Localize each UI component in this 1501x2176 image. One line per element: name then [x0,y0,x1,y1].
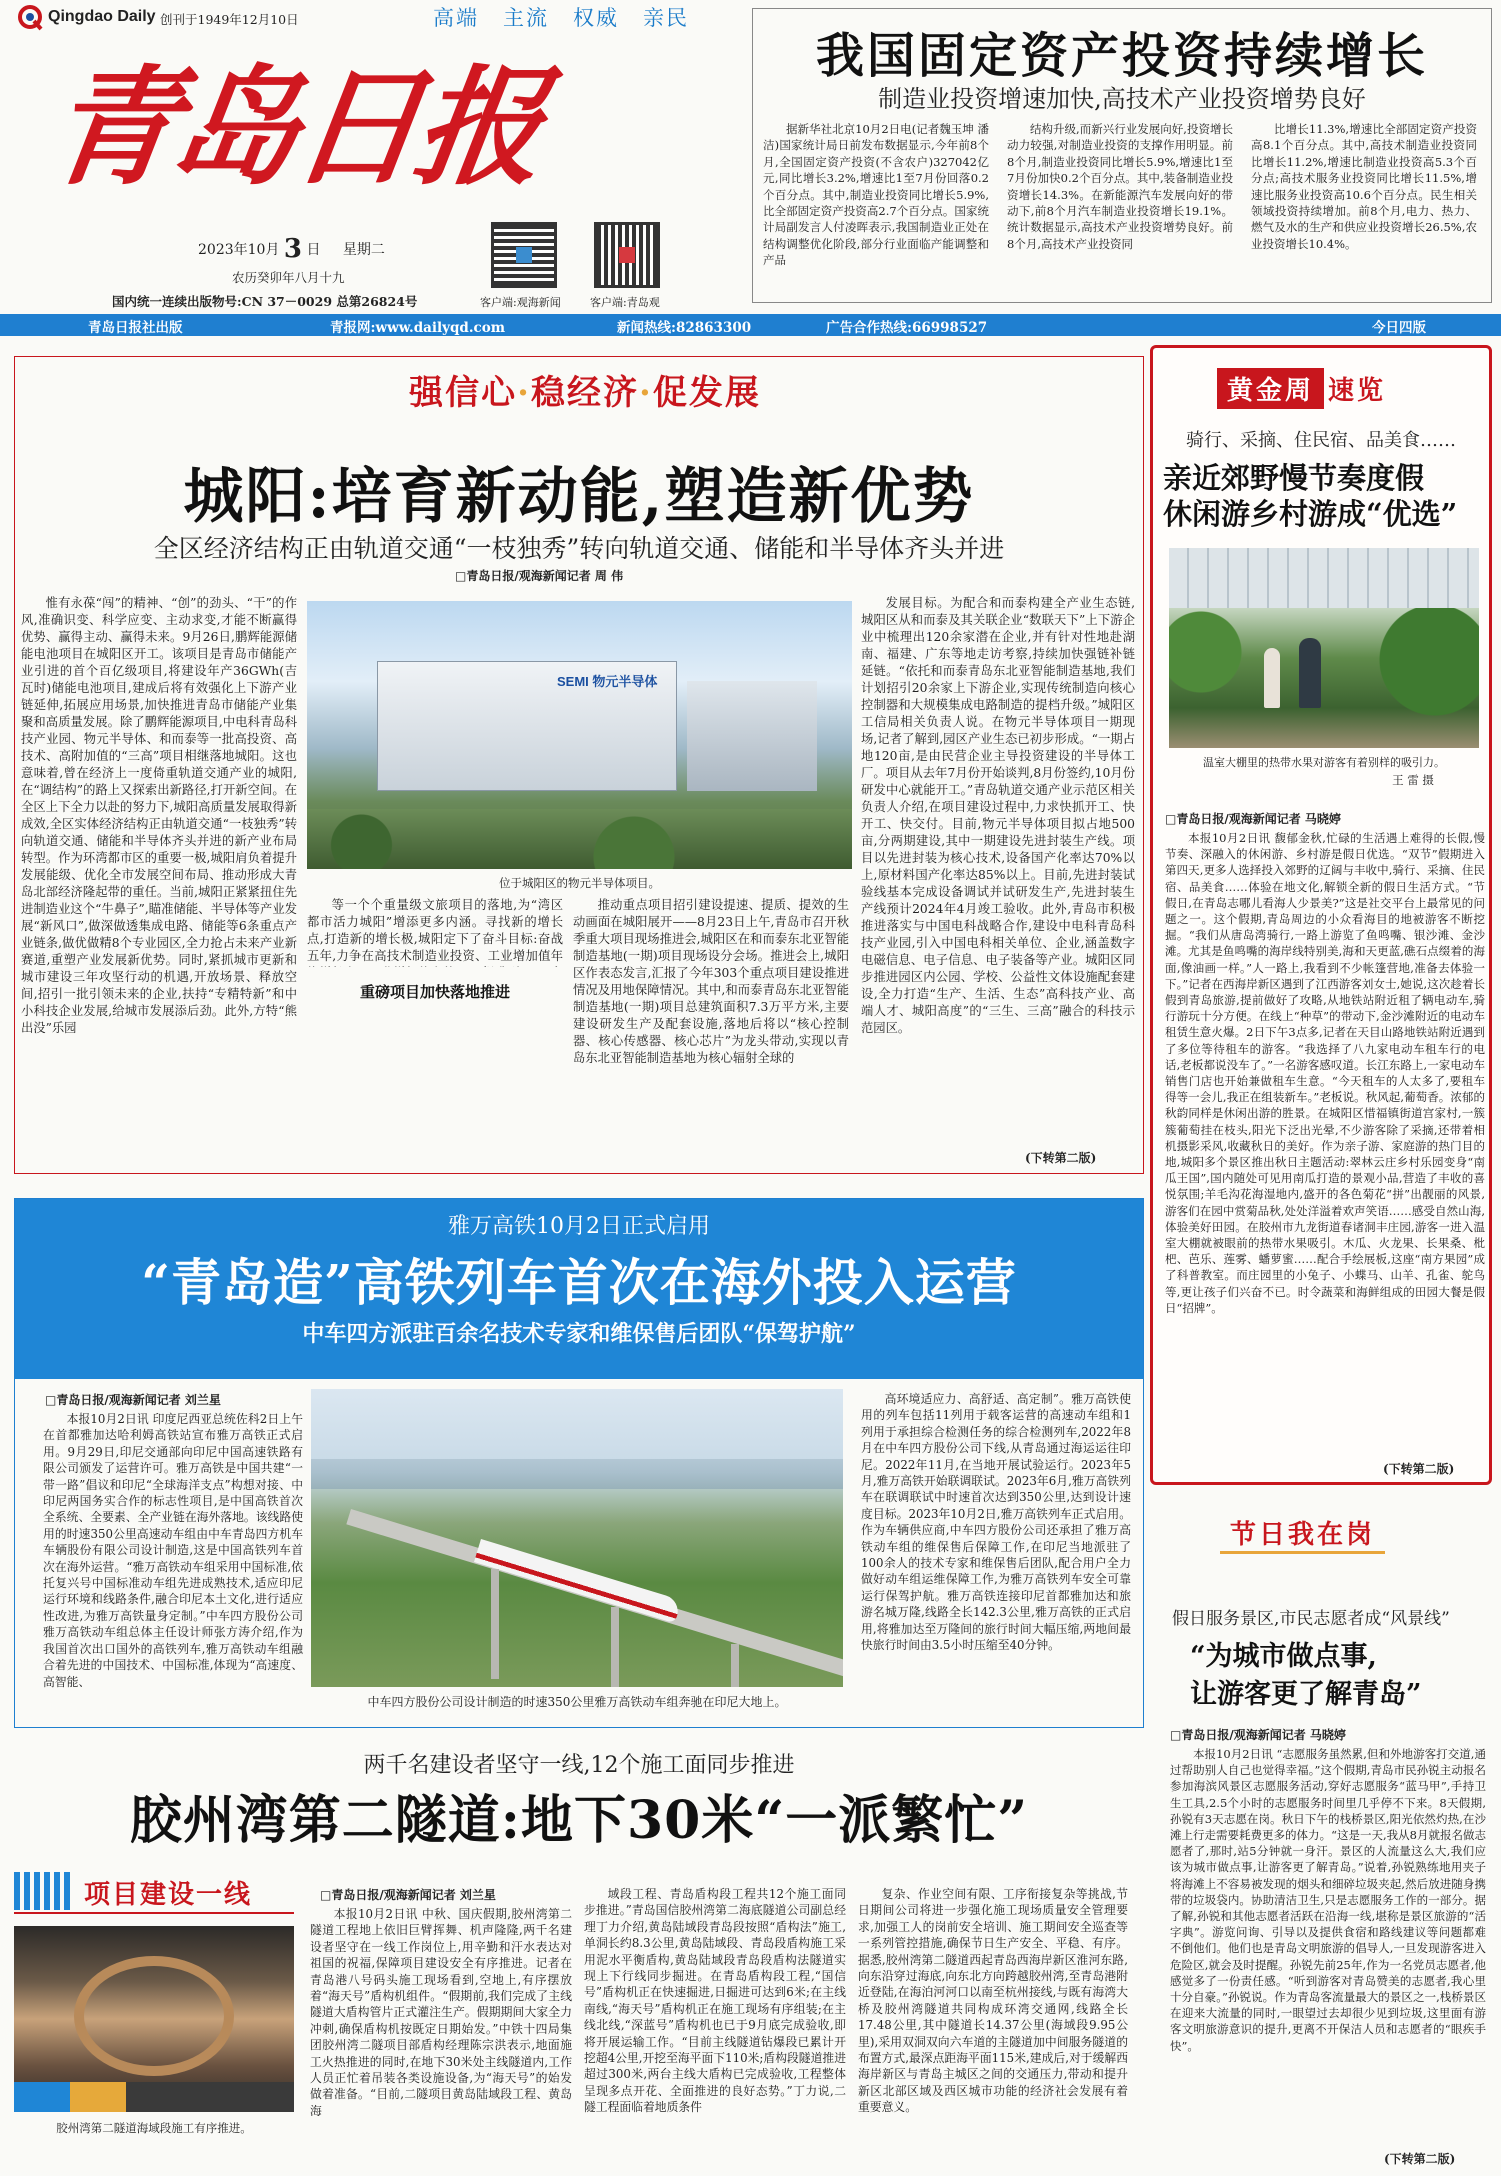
top-lead-col-1: 据新华社北京10月2日电(记者魏玉坤 潘洁)国家统计局日前发布数据显示,今年前8个月,全国固定资产投资(不含农户)327042亿元,同比增长3.2%,增速比1至7月份回落0.2个百分点。其中,制造业投资同比增长5.9%,比全部固定资产投资高2.7个百分点。国家统计局副发言人付凌晖表示,我国制造业正处在结构调整优化阶段,部分行业面临产能调整和产品 [763,122,989,268]
badge-tail: 速览 [1328,376,1387,406]
volunteer-body: 本报10月2日讯 “志愿服务虽然累,但和外地游客打交道,通过帮助别人自己也觉得幸福。”这个假期,青岛市民孙锐主动报名参加海滨风景区志愿服务活动,穿好志愿服务“蓝马甲”,手持卫生工具,2.5个小时的志愿服务时间里几乎停不下来。8天假期,孙锐有3天志愿在岗。秋日下午的栈桥景区,阳光依然灼热,在沙滩上行走需要耗费更多的体力。“这是一天,我从8月就报名做志愿者了,那时,站5分钟就一身汗。景区的人流量这么大,我们应该为城市做点事,让游客更了解青岛。”说着,孙锐熟练地用夹子将海滩上不容易被发现的烟头和细碎垃圾夹起,然后放进随身携带的垃圾袋内。协助清洁卫生,只是志愿服务工作的一部分。据了解,孙锐和其他志愿者活跃在沿海一线,堪称是景区旅游的“活字典”。游览问询、引导以及提供食宿和路线建议等问题都难不倒他们。他们也是青岛文明旅游的倡导人,一旦发现游客进入危险区,就会及时提醒。孙锐先前25年,作为一名党员志愿者,他感觉多了一份责任感。“听到游客对青岛赞美的志愿者,我心里十分自豪。”孙锐说。作为青岛客流量最大的景区之一,栈桥景区在迎来大流量的同时,一眼望过去却很少见到垃圾,这里面有游客文明旅游意识的提升,更离不开保洁人员和志愿者的“眼疾手快”。 [1170,1747,1486,2053]
cn-number: 国内统一连续出版物号:CN 37－0029 总第26824号 [112,294,418,309]
slogan-3: 权威 [573,6,619,30]
city-col-2b [307,1011,563,1165]
tunnel-kicker: 两千名建设者坚守一线,12个施工面同步推进 [363,1753,795,1778]
golden-kicker: 骑行、采摘、住民宿、品美食…… [1186,430,1456,451]
lunar-date: 农历癸卯年八月十九 [232,270,345,285]
kicker-1: 强信心 [409,373,518,413]
kicker-3: 促发展 [652,373,761,413]
volunteer-badge: 节日我在岗 [1220,1514,1385,1554]
issue-day-suffix: 日 [306,242,321,258]
slogan-1: 高端 [433,6,479,30]
founded-date: 创刊于1949年12月10日 [160,12,299,27]
city-subtitle: 全区经济结构正由轨道交通“一枝独秀”转向轨道交通、储能和半导体齐头并进 [153,534,1005,563]
top-lead-col-3: 比增长11.3%,增速比全部固定资产投资高8.1个百分点。其中,高技术制造业投资同比增长11.2%,增速比制造业投资高5.3个百分点;高技术服务业投资同比增长11.5%,增速比服务业投资高10.6个百分点。民生相关领域投资持续增加。前8个月,电力、热力、燃气及水的生产和供应业投资增长26.5%,农业投资增长10.4%。 [1251,122,1477,251]
issue-day: 3 [283,234,302,264]
tunnel-title[interactable]: 胶州湾第二隧道:地下30米“一派繁忙” [129,1790,1029,1851]
qr-code-2-icon[interactable] [594,222,660,288]
golden-week-badge [1217,368,1386,409]
tunnel-col-3: 复杂、作业空间有限、工序衔接复杂等挑战,节日期间公司将进一步强化施工现场质量安全管理要求,加强工人的岗前安全培训、施工期间安全巡查等一系列管控措施,确保节日生产安全、平稳、有序。据悉,胶州湾第二隧道西起青岛西海岸新区淮河东路,向东沿穿过海底,向东北方向跨越胶州湾,至青岛港附近登陆,在海泊河河口以南至杭州接线,与既有海湾大桥及胶州湾隧道共同构成环湾交通网,线路全长17.48公里,其中隧道长14.37公里(海域段9.95公里),采用双洞双向六车道的主隧道加中间服务隧道的布置方式,最深点距海平面115米,建成后,对于缓解西海岸新区与青岛主城区之间的交通压力,带动和提升新区北部区域及西区城市功能的经济社会发展有着重要意义。 [858,1887,1128,2115]
top-lead-title[interactable]: 我国固定资产投资持续增长 [815,28,1428,84]
train-photo-caption: 中车四方股份公司设计制造的时速350公里雅万高铁动车组奔驰在印尼大地上。 [367,1695,787,1709]
city-story [14,356,1144,1174]
golden-title-2[interactable]: 休闲游乡村游成“优选” [1163,497,1458,531]
golden-week-box [1150,345,1492,1485]
tunnel-photo-caption: 胶州湾第二隧道海域段施工有序推进。 [56,2121,252,2135]
slogan-4: 亲民 [643,6,689,30]
rail-header-band [15,1199,1143,1379]
greenhouse-caption: 温室大棚里的热带水果对游客有着别样的吸引力。 [1203,756,1445,769]
qr-label-1: 客户端:观海新闻 [480,296,561,309]
city-col-2: 等一个个重量级文旅项目的落地,为“湾区都市活力城阳”增添更多内涵。寻找新的增长点,打造新的增长极,城阳定下了奋斗目标:奋战五年,力争在高技术制造业投资、工业增加值年 [307,898,563,963]
news-hotline: 新闻热线:82863300 [617,320,752,336]
logo-english: Qingdao Daily [48,8,156,25]
volunteer-story [1150,1500,1492,2172]
greenhouse-photo [1169,548,1479,748]
tunnel-col-2: 域段工程、青岛盾构段工程共12个施工面同步推进。”青岛国信胶州湾第二海底隧道公司副总经理丁力介绍,黄岛陆域段青岛段按照“盾构法”施工,单洞长约8.3公里,黄岛陆域段、青岛段盾构施工采用泥水平衡盾构,黄岛陆域段青岛段盾构法隧道实现上下行线同步掘进。在青岛盾构段工程,“国信号”盾构机正在快速掘进,日掘进可达到6米;在主线南线,“海天号”盾构机正在施工现场有序组装;在主线北线,“深蓝号”盾构机也已于9月底完成验收,即将开展运输工作。“目前主线隧道钻爆段已累计开挖超4公里,开挖至海平面下110米;盾构段隧道推进超过300米,两台主线大盾构已完成验收,工程整体呈现多点开花、全面推进的良好态势。”丁力说,二隧工程面临着地质条件 [584,1887,846,2115]
city-col-3: 推动重点项目招引建设提速、提质、提效的生动画面在城阳展开——8月23日上午,青岛市召开秋季重大项目现场推进会,城阳区在和而泰东北亚智能制造基地(一期)项目现场设分会场。推进会上,城阳区作表态发言,汇报了今年303个重点项目建设推进情况及用地保障情况。其中,和而泰青岛东北亚智能制造基地(一期)项目总建筑面积7.3万平方米,主要建设研发生产及配套设施,落地后将以“核心控制器、核心传感器、核心芯片”为龙头带动,实现以青岛东北亚智能制造基地为核心辐射全球的 [573,898,849,1065]
top-lead-col-2: 结构升级,而新兴行业发展向好,投资增长动力较强,对制造业投资的支撑作用明显。前8个月,制造业投资同比增长5.9%,增速比1至7月份加快0.2个百分点。其中,装备制造业投资增长14.3%。在新能源汽车发展向好的带动下,前8个月汽车制造业投资增长19.1%。统计数据显示,高技术产业投资增势良好。前8个月,高技术产业投资同 [1007,122,1233,251]
info-bar [0,314,1501,336]
semiconductor-photo-caption: 位于城阳区的物元半导体项目。 [499,876,660,890]
volunteer-jump[interactable]: (下转第二版) [1384,2152,1456,2166]
rail-kicker: 雅万高铁10月2日正式启用 [448,1214,710,1239]
page-count: 今日四版 [1372,320,1426,336]
tunnel-story [14,1740,1144,2170]
volunteer-kicker: 假日服务景区,市民志愿者成“风景线” [1172,1609,1450,1629]
city-section-head: 重磅项目加快落地推进 [359,983,510,1001]
greenhouse-credit: 王 雷 摄 [1392,773,1434,787]
tunnel-badge-label: 项目建设一线 [84,1880,253,1910]
issue-month: 2023年10月 [198,242,280,258]
golden-byline: □青岛日报/观海新闻记者 马晓婷 [1165,812,1341,826]
tunnel-byline: □青岛日报/观海新闻记者 刘兰星 [320,1888,496,1902]
city-byline: □青岛日报/观海新闻记者 周 伟 [455,569,624,583]
kicker-banner: 强信心·稳经济·促发展 [409,373,761,413]
city-jump[interactable]: (下转第二版) [1025,1151,1097,1165]
city-title[interactable]: 城阳:培育新动能,塑造新优势 [183,462,975,532]
city-col-4: 发展目标。为配合和而泰构建全产业生态链,城阳区从和而泰及其关联企业“数联天下”上下游企业中梳理出120余家潜在企业,并有针对性地赴湖南、福建、广东等地走访考察,持续加快强链补链延链。“依托和而泰青岛东北亚智能制造基地,我们计划招引20余家上下游企业,实现传统制造向核心控制器和大规模集成电路制造的提档升级。”城阳区工信局相关负责人说。在物元半导体项目一期现场,记者了解到,园区产业生态已初步形成。“一期占地120亩,是由民营企业主导投资建设的半导体工厂。项目从去年7月份开始谈判,8月份签约,10月份研发中心就能开工。”青岛轨道交通产业示范区相关负责人介绍,在项目建设过程中,力求快抓开工、快开工、快交付。目前,物元半导体项目拟占地500亩,分两期建设,其中一期建设先进封装生产线。项目以先进封装为核心技术,设备国产化率达70%以上,原材料国产化率达85%以上。目前,先进封装试验线基本完成设备调试并试研发生产,先进封装生产线预计2024年4月竣工验收。此外,青岛市积极推进落实与中国电科战略合作,建设中电科青岛科技产业园,引入中国电科相关单位、企业,涵盖数字电磁信息、电子信息、电子装备等产业。城阳区同步推进园区内公园、学校、公益性文体设施配套建设,全力打造“生产、生活、生态”高科技产业、高端人才、城阳高度”的“三生、三高”融合的科技示范园区。 [861,596,1135,1035]
issue-date [198,234,385,264]
website-link[interactable]: 青报网:www.dailyqd.com [330,320,506,336]
slogan-2: 主流 [503,6,549,30]
logo-calligraphy: 青岛日报 [39,53,549,203]
rail-col-1: 本报10月2日讯 印度尼西亚总统佐科2日上午在首都雅加达哈利姆高铁站宣布雅万高铁正式启用。9月29日,印尼交通部向印尼中国高速铁路有限公司颁发了运营许可。雅万高铁是中国共建“一带一路”倡议和印尼“全球海洋支点”构想对接、中印尼两国务实合作的标志性项目,是中国高铁首次全系统、全要素、全产业链在海外落地。该线路使用的时速350公里高速动车组由中车青岛四方机车车辆股份有限公司设计制造,这是中国高铁列车首次在海外运营。“雅万高铁动车组采用中国标准,依托复兴号中国标准动车组先进成熟技术,适应印尼运行环境和线路条件,融合印尼本土文化,进行适应性改进,为雅万高铁量身定制。”中车四方股份公司雅万高铁动车组总体主任设计师张方涛介绍,作为我国首次出口国外的高铁列车,雅万高铁动车组融合着先进的中国技术、中国标准,体现为“高速度、高智能、 [43,1412,303,1689]
qr-code-1-icon[interactable] [491,222,557,288]
volunteer-byline: □青岛日报/观海新闻记者 马晓婷 [1170,1728,1346,1742]
golden-jump[interactable]: (下转第二版) [1383,1462,1455,1476]
rail-story [14,1198,1144,1728]
city-col-1: 惟有永葆“闯”的精神、“创”的劲头、“干”的作风,准确识变、科学应变、主动求变,才能不断赢得优势、赢得主动、赢得未来。9月26日,鹏辉能源储能电池项目在城阳区开工。该项目是青岛市储能产业引进的首个百亿级项目,将建设年产36GWh(吉瓦时)储能电池项目,建成后将有效强化上下游产业链延伸,拓展应用场景,加快推进青岛市储能产业集聚和高质量发展。除了鹏辉能源项目,中电科青岛科技产业园、物元半导体、和而泰等一批高投资、高技术、高附加值的“三高”项目相继落地城阳。这也意味着,曾在经济上一度倚重轨道交通产业的城阳,在“调结构”的路上又探索出新路径,打开新空间。在全区上下全力以赴的努力下,城阳高质量发展取得新成效,全区实体经济结构正由轨道交通“一枝独秀”转向轨道交通、储能和半导体齐头并进的新产业布局转型。作为环湾都市区的重要一极,城阳肩负着提升发展能级、优化全市发展空间布局、推动形成大青岛北部经济隆起带的重任。当前,城阳正紧紧扭住先进制造业这个“牛鼻子”,瞄准储能、半导体等产业发展“新风口”,做深做透集成电路、储能等6条重点产业链条,做优做精8个专业园区,全力抢占未来产业新赛道,重塑产业发展新优势。同时,紧抓城市更新和城市建设三年攻坚行动的机遇,开放场景、释放空间,招引一批引领未来的企业,扶持“专精特新”和中小科技企业发展,给城市发展添后劲。此外,方特“熊出没”乐园 [21,596,297,1035]
tunnel-badge [14,1866,294,1914]
issue-weekday: 星期二 [342,242,385,258]
highspeed-train-photo [311,1389,843,1687]
publisher: 青岛日报社出版 [88,320,183,336]
rail-col-2: 高环境适应力、高舒适、高定制”。雅万高铁使用的列车包括11列用于载客运营的高速动车组和1列用于承担综合检测任务的综合检测列车,2022年8月在中车四方股份公司下线,从青岛通过海运运往印尼。2022年11月,在当地开展试验运行。2023年5月,雅万高铁开始联调联试。2023年6月,雅万高铁列车在联调联试中时速首次达到350公里,达到设计速度目标。2023年10月2日,雅万高铁列车正式启用。作为车辆供应商,中车四方股份公司还承担了雅万高铁动车组的维保售后保障工作,在印尼当地派驻了100余人的技术专家和维保售后团队,配合用户全力做好动车组运维保障工作,为雅万高铁列车安全可靠运行保驾护航。雅万高铁连接印尼首都雅加达和旅游名城万隆,线路全长142.3公里,雅万高铁的正式启用,将雅加达至万隆间的旅行时间大幅压缩,两地间最快旅行时间由3.5小时压缩至40分钟。 [861,1392,1131,1653]
qd-logo-icon [18,5,44,31]
construction-crane-icon [14,1872,74,1910]
qr-label-2: 客户端:青岛观 [590,296,660,309]
kicker-2: 稳经济 [531,373,639,413]
building-sign: SEMI 物元半导体 [557,674,658,689]
golden-body: 本报10月2日讯 馥郁金秋,忙碌的生活遇上难得的长假,慢节奏、深融入的休闲游、乡村游是假日优选。“双节”假期进入第四天,更多人选择投入郊野的辽阔与丰收中,骑行、采摘、住民宿、品美食……体验在地文化,解锁全新的假日生活方式。“节假日,在青岛志哪儿看海人少景美?”这是社交平台上最常见的问题之一。这个假期,青岛周边的小众看海目的地被游客不断挖掘。“我们从唐岛湾骑行,一路上游览了鱼鸣嘴、银沙滩、金沙滩。尤其是鱼鸣嘴的海岸线特别美,海和天更蓝,礁石点缀着的海面,像油画一样。”人一路上,我看到不少帐篷营地,准备去体验一下。”记者在西海岸新区遇到了江西游客刘女士,她说,这次趁着长假到青岛旅游,提前做好了攻略,从地铁站附近租了辆电动车,骑行游玩十分方便。在线上“种草”的带动下,金沙滩附近的电动车租赁生意火爆。2日下午3点多,记者在天目山路地铁站附近遇到了多位等待租车的游客。“我选择了八九家电动车租车行的电话,老板都说没车了。”一名游客感叹道。长江东路上,一家电动车销售门店也开始兼做租车生意。“今天租车的人太多了,要租车得等一会儿,我正在组装新车。”老板说。秋风起,葡萄香。浓郁的秋韵同样是休闲出游的胜景。在城阳区惜福镇街道宫家村,一簇簇葡萄挂在枝头,阳光下泛出光晕,不少游客除了采摘,还带着相机摄影采风,收藏秋日的美好。作为亲子游、家庭游的热门目的地,城阳多个景区推出秋日主题活动:翠林云庄乡村乐园变身“南瓜王国”,国内随处可见用南瓜打造的景观小品,营造了丰收的喜悦氛围;羊毛沟花海湿地内,盛开的各色菊花“拼”出靓丽的风景,游客们在园中赏菊品秋,处处洋溢着欢声笑语……感受自然山海,体验美好田园。在胶州市九龙街道春诸洞丰庄园,游客一进入温室大棚就被眼前的热带水果吸引。木瓜、火龙果、长果桑、枇杷、芭乐、莲雾、蟠萝蜜……配合手绘展板,这座“南方果园”成了科普教室。而庄园里的小兔子、小蝶马、山羊、孔雀、鸵鸟等,更让孩子们兴奋不已。时令蔬菜和海鲜组成的田园大餐是假日“招牌”。 [1165,831,1485,1315]
top-lead-box [752,8,1492,303]
rail-byline: □青岛日报/观海新闻记者 刘兰星 [45,1393,221,1407]
ad-hotline: 广告合作热线:66998527 [826,320,988,336]
tunnel-col-1: 本报10月2日讯 中秋、国庆假期,胶州湾第二隧道工程地上依旧巨臂挥舞、机声隆隆,两千名建设者坚守在一线工作岗位上,用辛勤和汗水表达对祖国的祝福,保障项目建设安全有序推进。记者在青岛港八号码头施工现场看到,空地上,有序摆放着“海天号”盾构机组件。“假期前,我们完成了主线隧道大盾构管片正式灌注生产。假期期间大家全力冲刺,确保盾构机按既定日期始发。”中铁十四局集团胶州湾二隧项目部盾构经理陈宗洪表示,地面施工火热推进的同时,在地下30米处主线隧道内,工作人员正忙着吊装各类设施设备,为“海天号”的始发做着准备。“目前,二隧项目黄岛陆域段工程、黄岛海 [310,1907,572,2118]
golden-title-1[interactable]: 亲近郊野慢节奏度假 [1163,461,1425,495]
top-lead-subtitle: 制造业投资增速加快,高技术产业投资增势良好 [878,85,1366,113]
masthead [0,0,740,315]
semiconductor-photo [307,601,852,869]
badge-red: 黄金周 [1217,368,1324,409]
tunnel-photo [14,1926,294,2112]
rail-title[interactable]: “青岛造”高铁列车首次在海外投入运营 [141,1253,1017,1312]
volunteer-title-1[interactable]: “为城市做点事, [1190,1641,1377,1672]
rail-subtitle: 中车四方派驻百余名技术专家和维保售后团队“保驾护航” [302,1321,856,1347]
volunteer-title-2[interactable]: 让游客更了解青岛” [1190,1679,1422,1710]
